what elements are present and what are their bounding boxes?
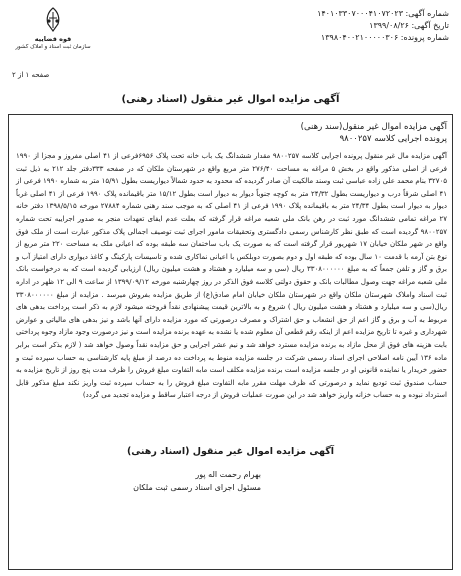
- emblem-title: قوه قضاییه: [34, 35, 72, 43]
- emblem: [10, 6, 96, 50]
- notice-title-footer: آگهی مزایده اموال غیر منقول (اسناد رهنی): [126, 446, 335, 457]
- signer-title: مسئول اجرای اسناد رسمی ثبت ملکان: [133, 483, 261, 492]
- ad-date: تاریخ آگهی: ۱۳۹۹/۰۸/۲۶: [369, 21, 449, 30]
- ad-number: شماره آگهی: ۱۴۰۱۰۳۳۰۷۰۰۰۴۱۰۷۲۰۲۳: [317, 9, 449, 18]
- notice-body: آگهی مزایده مال غیر منقول پرونده اجرایی کلاسه ۹۸۰۰۲۵۷ مقدار ششدانگ یک باب خانه تحت پلاک ۶۹۵۶فرعی از ۴۱ اصلی مفروز و مجزا از ۱۹۹۰ فرعی از اصلی مذکور واقع در بخش ۵ مراغه به مساحت ۲۷۶/۴۰ متر مربع واقع در شهرستان ملکان که در صفحه ۳۳۳دفتر جلد ۲۱۲ به ذیل ثبت ۳۲۷۰۵ بنام محمد علی زاده عباسی ثبت وسند مالکیت آن صادر گردیده که محدود به حدود شمالاً دیواریست بطول ۱۵/۹۱ متر به شماره ۱۹۹۰ فرعی از ۴۱ اصلی شرقاً درب و دیواریست بطول ۲۴/۳۲ متر به کوچه جنوباً دیوار به دیوار است بطول ۱۵/۱۲ متر باقیمانده پلاک ۱۹۹۰ فرعی از ۴۱ اصلی غرباً دیوار به دیوار است بطول ۲۴/۳۴ متر به باقیمانده پلاک ۱۹۹۰ فرعی از ۴۱ اصلی که به موجب سند رهنی شماره ۲۷۸۸۴ مورخه ۱۳۹۸/۵/۱۵ دفتر خانه ۲۷ مراغه تمامی ششدانگ مورد ثبت در رهن بانک ملی شعبه مراغه قرار گرفته که بعلت عدم ایفای تعهدات منجر به صدور اجراییه تحت شماره ۹۸۰۰۲۵۷ گردیده است که طبق نظر کارشناس رسمی دادگستری وتحقیقات مامور اجرای ثبت توصیف اجمالی پلاک مذکور عبارت است از ملک فوق واقع در شهر ملکان خیابان ۱۷ شهریور قرار گرفته است که به صورت یک باب ساختمان سه طبقه بوده که اعیانی ملک به مساحت ۲۲۰ متر مربع از نوع بتن آرمه با قدمت ۱۰ سال بوده که طبقه اول و دوم بصورت دوبلکس با اعیانی نماکاری شده و تاسیسات پارکینگ و کاغذ دیواری دارای امتیاز آب و برق و گاز و تلفن جمعاً که به مبلغ ۳۳۰۸۰۰۰۰۰۰ ریال (سی و سه میلیارد و هشتاد و هشت میلیون ریال) ارزیابی گردیده است که به درخواست بانک ملی شعبه مراغه جهت وصول مطالبات بانک و حقوق دولتی کلاسه فوق الذکر در روز چهارشنبه مورخه ۱۳۹۹/۰۹/۱۲ از ساعت ۹ الی ۱۲ ظهر در اداره ثبت اسناد واملاک شهرستان ملکان واقع در شهرستان ملکان خیابان امام صادق(ع) از طریق مزایده بفروش میرسد . مزایده از مبلغ ۳۳۰۸۰۰۰۰۰۰ ریال(سی و سه میلیارد و هشتاد و هشت میلیون ریال ) شروع و به بالاترین قیمت پیشنهادی نقداً فروخته میشود لازم به ذکر است پرداخت بدهی های مربوط به آب و برق و گاز اعم از حق انشعاب و حق اشتراک و مصرف درصورتی که مورد مزایده دارای آنها باشد و نیز بدهی های مالیاتی و عوارض شهرداری و غیره تا تاریخ مزایده اعم از اینکه رقم قطعی آن معلوم شده یا نشده به عهده برنده مزایده است و نیز درصورت وجود مازاد وجوه پرداختی بابت هزینه های فوق از محل مازاد به برنده مزایده مسترد خواهد شد و نیم عشر اجرایی و حق مزایده نقداً وصول خواهد شد ( لازم بذکر است برابر ماده ۱۳۶ آیین نامه اصلاحی اجرای اسناد رسمی شرکت در جلسه مزایده منوط به پرداخت ده درصد از مبلغ پایه کارشناسی به حساب سپرده ثبت و حضور خریدار یا نماینده قانونی او در جلسه مزایده است برنده مزایده مکلف است مابه التفاوت مبلغ فروش را ظرف مدت پنج روز از تاریخ مزایده به حساب صندوق ثبت تودیع نماید و درصورتی که ظرف مهلت مقرر مابه التفاوت مبلغ فروش را به حساب سپرده ثبت واریز نکند مبلغ مذکور قابل استرداد نبوده و به حساب خزانه واریز خواهد شد در این صورت عملیات فروش از درجه اعتبار ساقط و مزایده تجدید می گردد): [16, 152, 448, 400]
- notice-meta: [249, 8, 449, 44]
- emblem-icon: [40, 6, 66, 34]
- page-number: صفحه ۱ از ۲: [12, 71, 50, 79]
- emblem-subtitle: سازمان ثبت اسناد و املاک کشور: [15, 44, 91, 50]
- notice-subtitle: آگهی مزایده اموال غیر منقول(سند رهنی): [300, 122, 447, 132]
- case-class: پرونده اجرایی کلاسه ۹۸۰۰۲۵۷: [339, 134, 447, 144]
- case-number: شماره پرونده: ۱۳۹۸۰۴۰۰۲۱۰۰۰۰۰۳۰۶: [320, 33, 449, 42]
- signer-name: بهرام رحمت اله پور: [195, 470, 261, 479]
- notice-title: آگهی مزایده اموال غیر منقول (اسناد رهنی): [121, 94, 340, 105]
